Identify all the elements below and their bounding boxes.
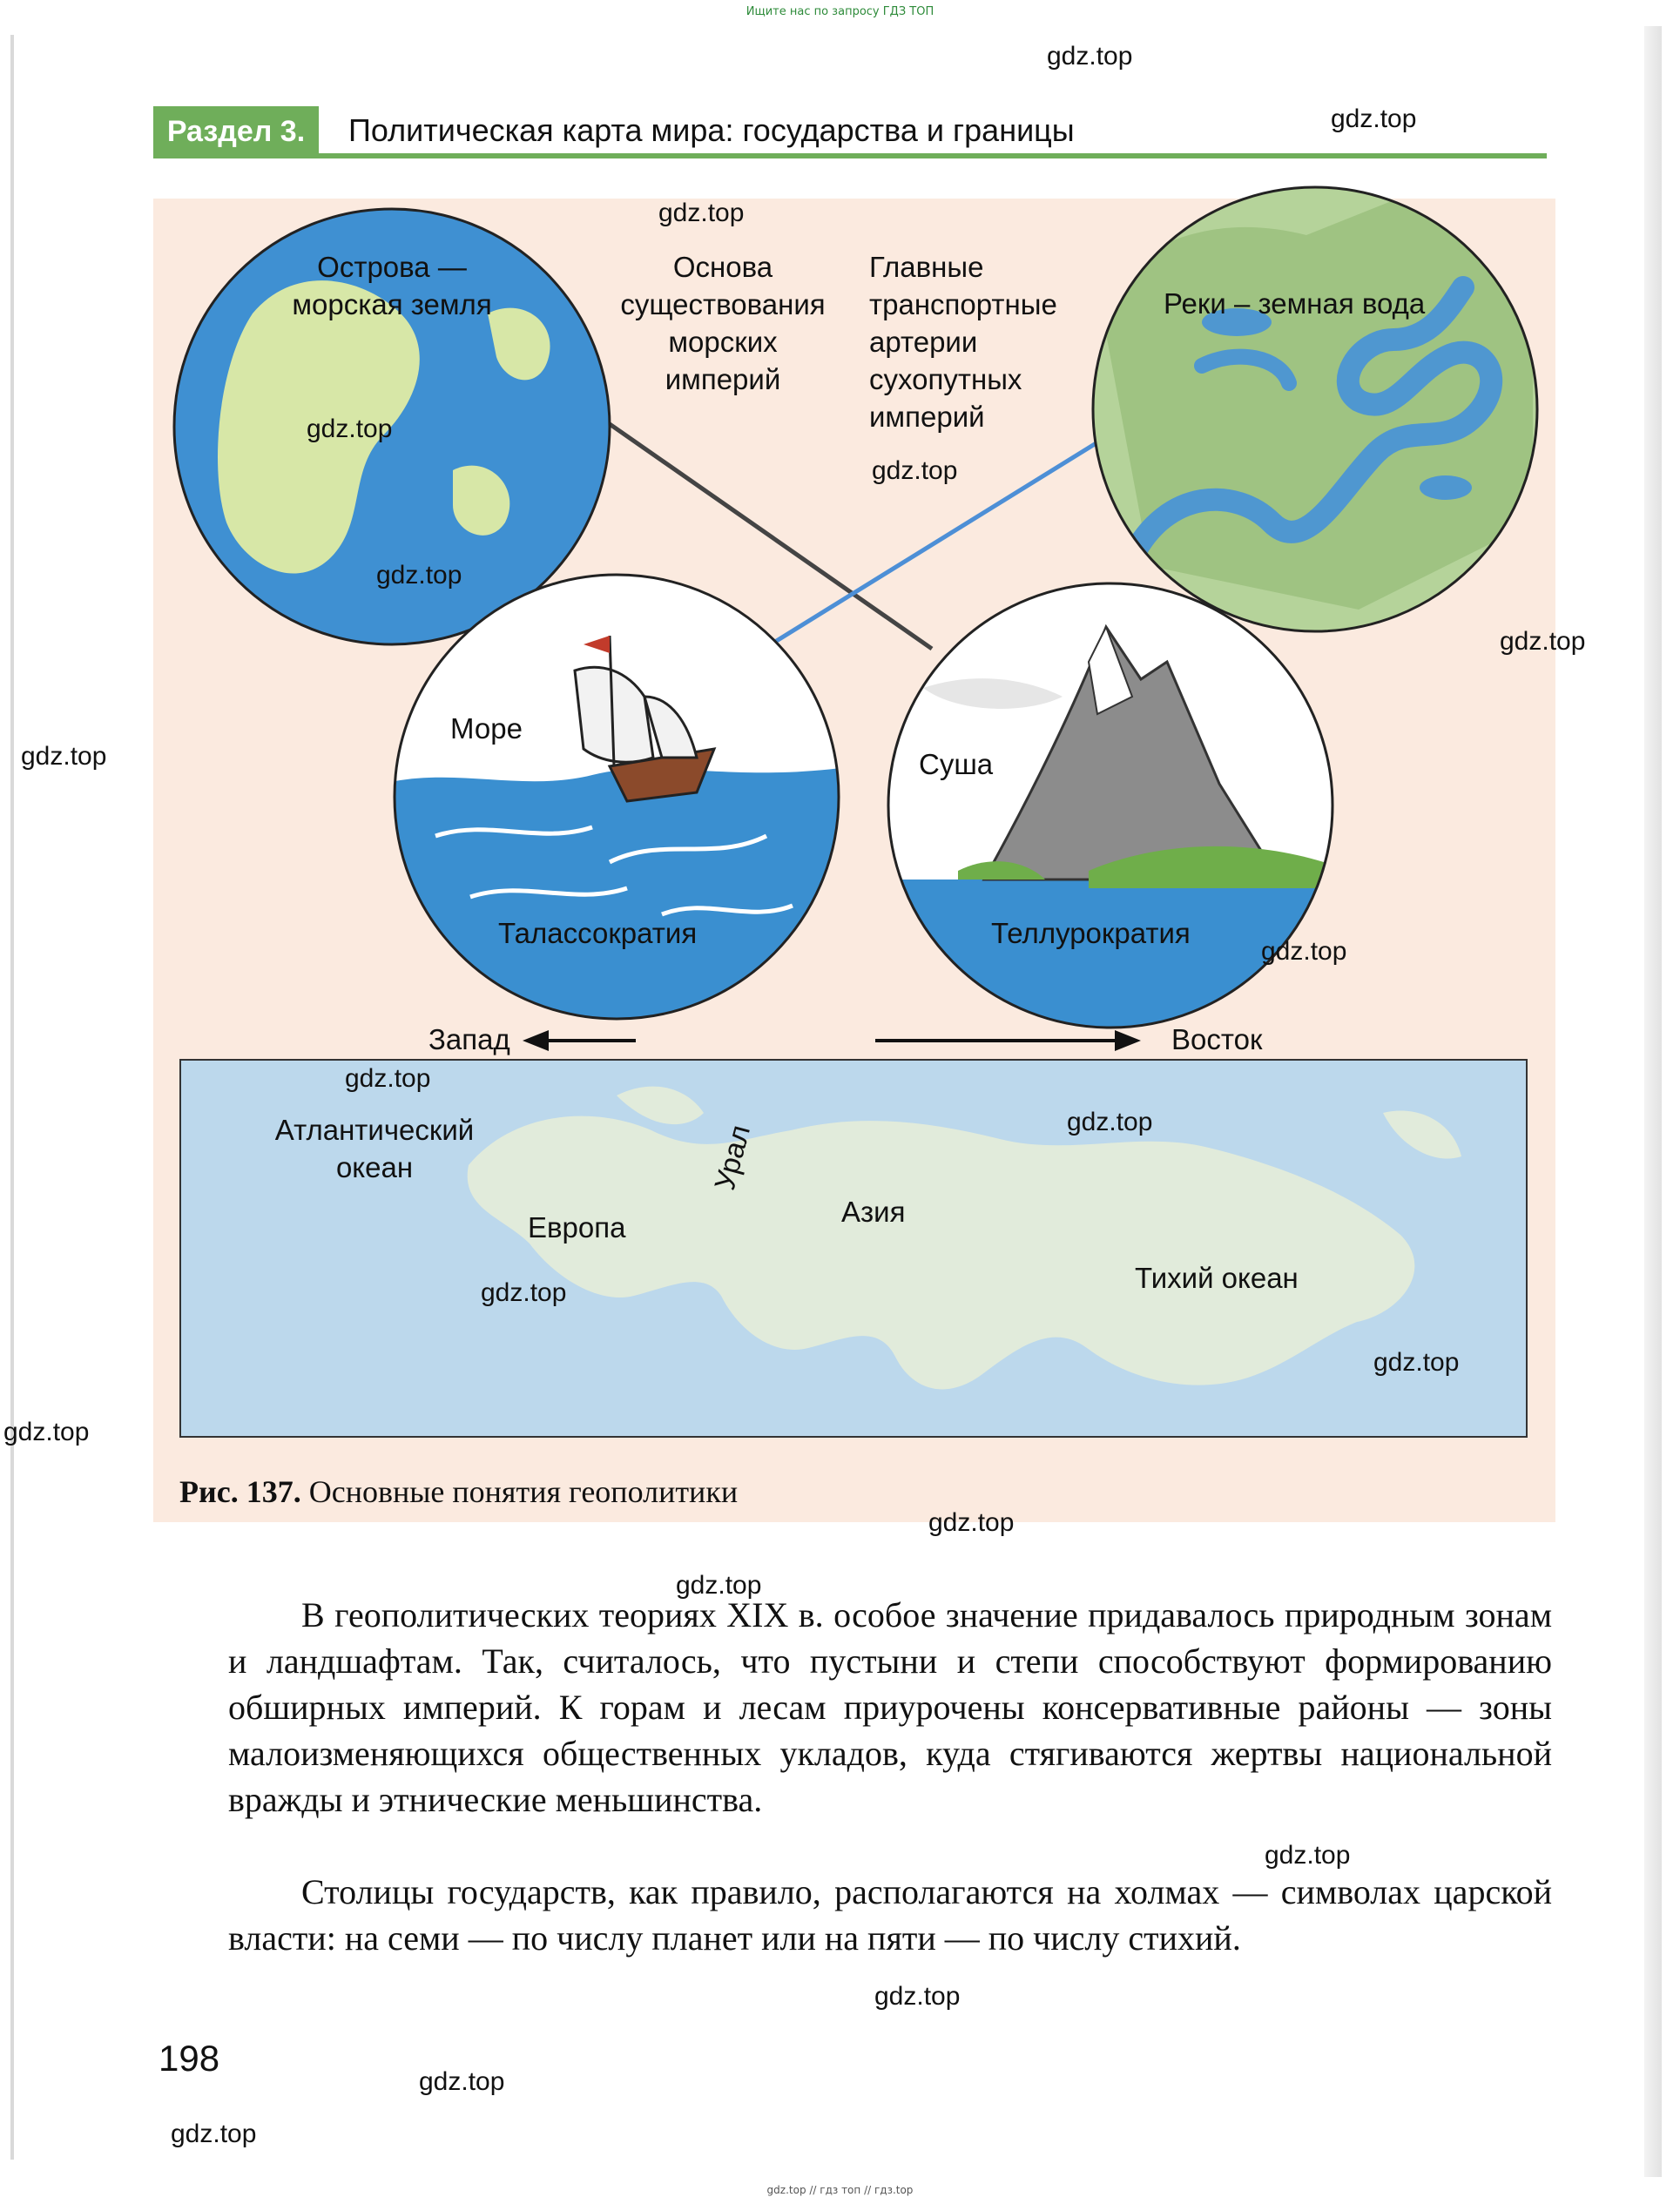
label-basis-1: Основа — [672, 251, 773, 283]
label-rivers: Реки – земная вода — [1164, 287, 1426, 320]
caption-text: Основные понятия геополитики — [300, 1474, 739, 1509]
figure-caption — [179, 1473, 738, 1510]
rivers-circle — [1093, 187, 1537, 631]
label-basis-2: существования — [620, 288, 826, 320]
watermark: gdz.top — [307, 415, 393, 443]
label-land: Суша — [919, 748, 994, 780]
watermark: gdz.top — [1067, 1108, 1153, 1136]
east-arrow-head — [1115, 1030, 1141, 1051]
map-label-europe: Европа — [528, 1211, 626, 1244]
label-thalassocracy: Талассократия — [498, 917, 698, 949]
watermark: gdz.top — [1331, 104, 1417, 133]
watermark: gdz.top — [481, 1278, 567, 1307]
watermark: gdz.top — [419, 2067, 505, 2096]
label-east: Восток — [1171, 1023, 1263, 1055]
watermark: gdz.top — [1265, 1841, 1351, 1870]
section-tab: Раздел 3. — [153, 106, 319, 157]
watermark: gdz.top — [1373, 1348, 1460, 1377]
watermark: gdz.top — [21, 742, 107, 771]
label-arteries-2: транспортные — [869, 288, 1057, 320]
label-west: Запад — [428, 1023, 510, 1055]
watermark: gdz.top — [345, 1064, 431, 1093]
label-basis-3: морских — [668, 326, 778, 358]
top-note: Ищите нас по запросу ГДЗ ТОП — [746, 5, 934, 18]
watermark: gdz.top — [1047, 42, 1133, 71]
watermark: gdz.top — [3, 1418, 90, 1446]
west-arrow-head — [523, 1030, 549, 1051]
label-islands-1: Острова — — [317, 251, 467, 283]
watermark: gdz.top — [1500, 627, 1586, 656]
watermark: gdz.top — [874, 1982, 961, 2011]
watermark: gdz.top — [1261, 937, 1347, 966]
label-arteries-5: империй — [869, 401, 985, 433]
label-arteries-1: Главные — [869, 251, 984, 283]
watermark: gdz.top — [171, 2120, 257, 2148]
map-label-atlantic-2: океан — [335, 1151, 414, 1183]
label-islands-2: морская земля — [292, 288, 492, 320]
paragraph-2: Столицы государств, как правило, располагаются на холмах — символах царской власти: на семи — по числу планет или на пяти — по числу стихий. — [228, 1872, 1552, 1958]
watermark: gdz.top — [928, 1508, 1015, 1537]
land-circle — [888, 583, 1341, 1036]
label-sea: Море — [450, 712, 523, 745]
bottom-note: gdz.top // гдз топ // гдз.top — [766, 2184, 914, 2196]
watermark: gdz.top — [676, 1571, 762, 1600]
label-arteries-3: артерии — [869, 326, 978, 358]
paragraph-1: В геополитических теориях XIX в. особое значение придавалось природным зонам и ландшафтам. Так, считалось, что пустыни и степи способствуют формированию обширных империй. К горам и лесам приурочены консервативные районы — зоны малоизменяющихся общественных укладов, куда стягиваются жертвы национальной вражды и этнические меньшинства. — [228, 1595, 1552, 1819]
map-label-atlantic-1: Атлантический — [274, 1114, 475, 1146]
page-number: 198 — [159, 2038, 220, 2079]
watermark: gdz.top — [658, 199, 745, 227]
map-label-ural: Урал — [707, 1121, 757, 1194]
label-basis-4: империй — [665, 363, 781, 395]
map-label-asia: Азия — [841, 1196, 906, 1228]
watermark: gdz.top — [376, 561, 462, 590]
caption-number: Рис. 137. — [179, 1474, 301, 1509]
sea-circle — [383, 575, 853, 1028]
label-arteries-4: сухопутных — [869, 363, 1022, 395]
section-title: Политическая карта мира: государства и границы — [348, 112, 1075, 148]
label-tellurocracy: Теллурократия — [991, 917, 1191, 949]
map-label-pacific: Тихий океан — [1135, 1262, 1299, 1294]
watermark: gdz.top — [872, 456, 958, 485]
